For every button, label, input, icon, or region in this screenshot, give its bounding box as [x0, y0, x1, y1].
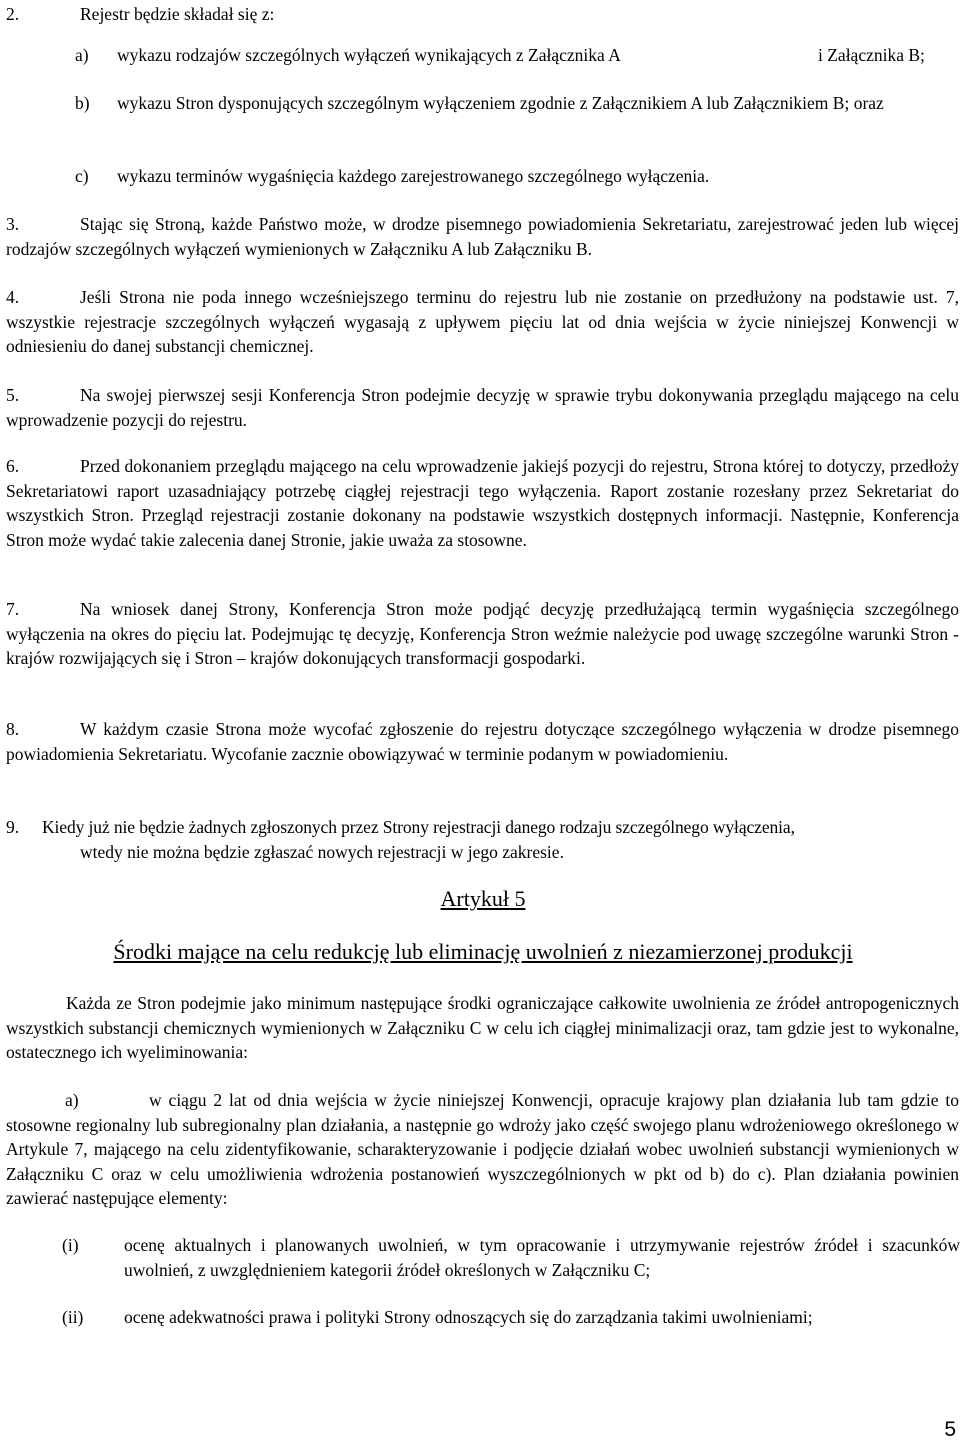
paragraph-3 — [6, 212, 959, 261]
item-text: w ciągu 2 lat od dnia wejścia w życie niniejszej Konwencji, opracuje krajowy plan działania lub tam gdzie to stosowne regionalny lub subregionalny plan działania, a następnie go wdroży jako część swojego planu wdrożeniowego określonego w Artykule 7, mającego na celu zidentyfikowanie, scharakteryzowanie i podjęcie działań wobec uwolnień substancji wymienionych w Załączniku C oraz w celu umożliwienia wdrożenia postanowień wyszczególnionych w pkt od b) do c). Plan działania powinien zawierać następujące elementy: — [6, 1090, 959, 1208]
article-intro: Każda ze Stron podejmie jako minimum następujące środki ograniczające całkowite uwolnienia ze źródeł antropogenicznych wszystkich substancji chemicznych wymienionych w Załączniku C w celu ich ciągłej minimalizacji oraz, tam gdzie jest to wykonalne, ostatecznego ich wyeliminowania: — [6, 993, 959, 1062]
paragraph-7 — [6, 597, 959, 671]
article-subtitle: Środki mające na celu redukcję lub eliminację uwolnień z niezamierzonej produkcji — [113, 939, 853, 964]
paragraph-number: 4. — [6, 287, 20, 307]
article-title: Artykuł 5 — [440, 886, 526, 911]
paragraph-text: Na swojej pierwszej sesji Konferencja Stron podejmie decyzję w sprawie trybu dokonywania przeglądu mającego na celu wprowadzenie pozycji do rejestru. — [6, 385, 959, 430]
paragraph-5 — [6, 383, 959, 432]
subitem-text: ocenę aktualnych i planowanych uwolnień, w tym opracowanie i utrzymywanie rejestrów źródeł i szacunków uwolnień, z uwzględnieniem kategorii źródeł określonych w Załączniku C; — [124, 1235, 960, 1280]
paragraph-number: 6. — [6, 456, 20, 476]
paragraph-text-line2: wtedy nie można będzie zgłaszać nowych rejestracji w jego zakresie. — [80, 841, 564, 862]
list-text: wykazu terminów wygaśnięcia każdego zarejestrowanego szczególnego wyłączenia. — [117, 166, 710, 186]
subitem-ii — [62, 1305, 960, 1330]
paragraph-number: 8. — [6, 719, 20, 739]
paragraph-number: 2. — [6, 4, 20, 24]
paragraph-text-line1: Kiedy już nie będzie żadnych zgłoszonych przez Strony rejestracji danego rodzaju szczególnego wyłączenia, — [42, 817, 795, 837]
subitem-label: (i) — [62, 1235, 79, 1255]
list-label: c) — [75, 166, 89, 186]
paragraph-number: 7. — [6, 599, 20, 619]
list-text-tail: i Załącznika B; — [818, 45, 925, 65]
paragraph-text: Przed dokonaniem przeglądu mającego na celu wprowadzenie jakiejś pozycji do rejestru, Strona której to dotyczy, przedłoży Sekretariatowi raport uzasadniający potrzebę ciągłej rejestracji tego wyłączenia. Raport zostanie rozesłany przez Sekretariat do wszystkich Stron. Przegląd rejestracji zostanie dokonany na podstawie wszystkich dostępnych informacji. Następnie, Konferencja Stron może wydać takie zalecenia danej Stronie, jakie uważa za stosowne. — [6, 456, 959, 550]
subitem-i — [62, 1233, 960, 1283]
paragraph-text: Jeśli Strona nie poda innego wcześniejszego terminu do rejestru lub nie zostanie on przedłużony na podstawie ust. 7, wszystkie rejestracje szczególnych wyłączeń wygasają z upływem pięciu lat od dnia wejścia w życie niniejszej Konwencji w odniesieniu do danej substancji chemicznej. — [6, 287, 959, 356]
list-item-c — [75, 164, 960, 189]
list-label: b) — [75, 93, 90, 113]
list-text: wykazu Stron dysponujących szczególnym wyłączeniem zgodnie z Załącznikiem A lub Załącznikiem B; oraz — [117, 93, 884, 113]
paragraph-number: 9. — [6, 817, 20, 837]
subitem-text: ocenę adekwatności prawa i polityki Strony odnoszących się do zarządzania takimi uwolnieniami; — [124, 1307, 813, 1327]
item-label: a) — [65, 1090, 79, 1110]
paragraph-9 — [6, 815, 959, 864]
subitem-label: (ii) — [62, 1307, 84, 1327]
paragraph-4 — [6, 285, 959, 359]
list-item-b — [75, 91, 960, 141]
paragraph-8 — [6, 717, 959, 766]
list-label: a) — [75, 45, 89, 65]
paragraph-2 — [6, 2, 959, 27]
list-text: wykazu rodzajów szczególnych wyłączeń wynikających z Załącznika A — [117, 45, 621, 65]
paragraph-text: Rejestr będzie składał się z: — [80, 4, 275, 24]
paragraph-number: 3. — [6, 214, 20, 234]
paragraph-6 — [6, 454, 959, 552]
paragraph-text: Na wniosek danej Strony, Konferencja Stron może podjąć decyzję przedłużającą termin wygaśnięcia szczególnego wyłączenia na okres do pięciu lat. Podejmując tę decyzję, Konferencja Stron weźmie należycie pod uwagę szczególne warunki Stron - krajów rozwijających się i Stron – krajów dokonujących transformacji gospodarki. — [6, 599, 959, 668]
paragraph-text: Stając się Stroną, każde Państwo może, w drodze pisemnego powiadomienia Sekretariatu, zarejestrować jeden lub więcej rodzajów szczególnych wyłączeń wymienionych w Załączniku A lub Załączniku B. — [6, 214, 959, 259]
list-item-a — [75, 43, 960, 68]
article-item-a — [6, 1088, 959, 1211]
paragraph-number: 5. — [6, 385, 20, 405]
page-number: 5 — [944, 1418, 956, 1441]
paragraph-text: W każdym czasie Strona może wycofać zgłoszenie do rejestru dotyczące szczególnego wyłączenia w drodze pisemnego powiadomienia Sekretariatu. Wycofanie zacznie obowiązywać w terminie podanym w powiadomieniu. — [6, 719, 959, 764]
